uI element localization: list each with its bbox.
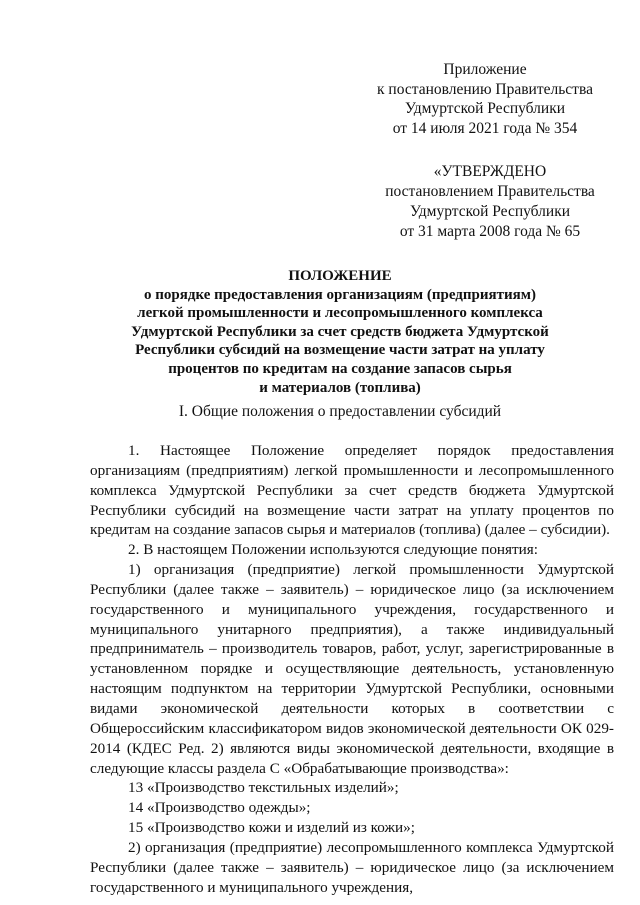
title-line: о порядке предоставления организациям (предприятиям) (144, 286, 536, 303)
title-line: Республики субсидий на возмещение части затрат на уплату (135, 342, 545, 359)
title-line: ПОЛОЖЕНИЕ (288, 268, 392, 284)
appendix-header (360, 60, 610, 138)
section-title: I. Общие положения о предоставлении субсидий (178, 403, 502, 420)
approved-line: Удмуртской Республики (409, 203, 571, 220)
title-line: процентов по кредитам на создание запасов сырья (168, 360, 512, 377)
document-body (90, 441, 614, 897)
paragraph: 2. В настоящем Положении используются следующие понятия: (128, 541, 539, 559)
paragraph: 2) организация (предприятие) лесопромышленного комплекса Удмуртской Республики (далее также – заявитель) – юридическое лицо (за исключением государственного и муниципального учреждения, (90, 838, 614, 896)
title-line: и материалов (топлива) (259, 379, 421, 396)
approved-line: постановлением Правительства (385, 183, 595, 200)
appendix-line: к постановлению Правительства (377, 80, 593, 98)
title-line: легкой промышленности и лесопромышленного комплекса (137, 305, 543, 322)
paragraph: 1. Настоящее Положение определяет порядок предоставления организациям (предприятиям) легкой промышленности и лесопромышленного комплекса Удмуртской Республики за счет средств бюджета Удмуртской Республики субсидий на возмещение части затрат на уплату процентов по кредитам на создание запасов сырья и материалов (топлива) (далее – субсидии). (90, 442, 614, 539)
document-title (70, 267, 610, 397)
approved-line: «УТВЕРЖДЕНО (433, 163, 547, 180)
title-line: Удмуртской Республики за счет средств бюджета Удмуртской (131, 323, 549, 340)
list-item: 13 «Производство текстильных изделий»; (128, 779, 399, 797)
approved-line: от 31 марта 2008 года № 65 (399, 223, 581, 240)
appendix-line: Удмуртской Республики (404, 100, 566, 117)
appendix-line: от 14 июля 2021 года № 354 (392, 119, 578, 137)
paragraph: 1) организация (предприятие) легкой промышленности Удмуртской Республики (далее также – заявитель) – юридическое лицо (за исключением государственного и муниципального учреждения, государственного и муниципального унитарного предприятия), а также индивидуальный предприниматель – производитель товаров, работ, услуг, зарегистрированные в установленном порядке и осуществляющие деятельность, установленную настоящим подпунктом на территории Удмуртской Республики, основными видами экономической деятельности которых в соответствии с Общероссийским классификатором видов экономической деятельности ОК 029-2014 (КДЕС Ред. 2) являются виды экономической деятельности, входящие в следующие классы раздела С «Обрабатывающие производства»: (90, 561, 614, 777)
list-item: 15 «Производство кожи и изделий из кожи»; (128, 819, 415, 837)
approved-header (365, 162, 615, 242)
appendix-line: Приложение (443, 61, 527, 78)
list-item: 14 «Производство одежды»; (128, 799, 311, 817)
